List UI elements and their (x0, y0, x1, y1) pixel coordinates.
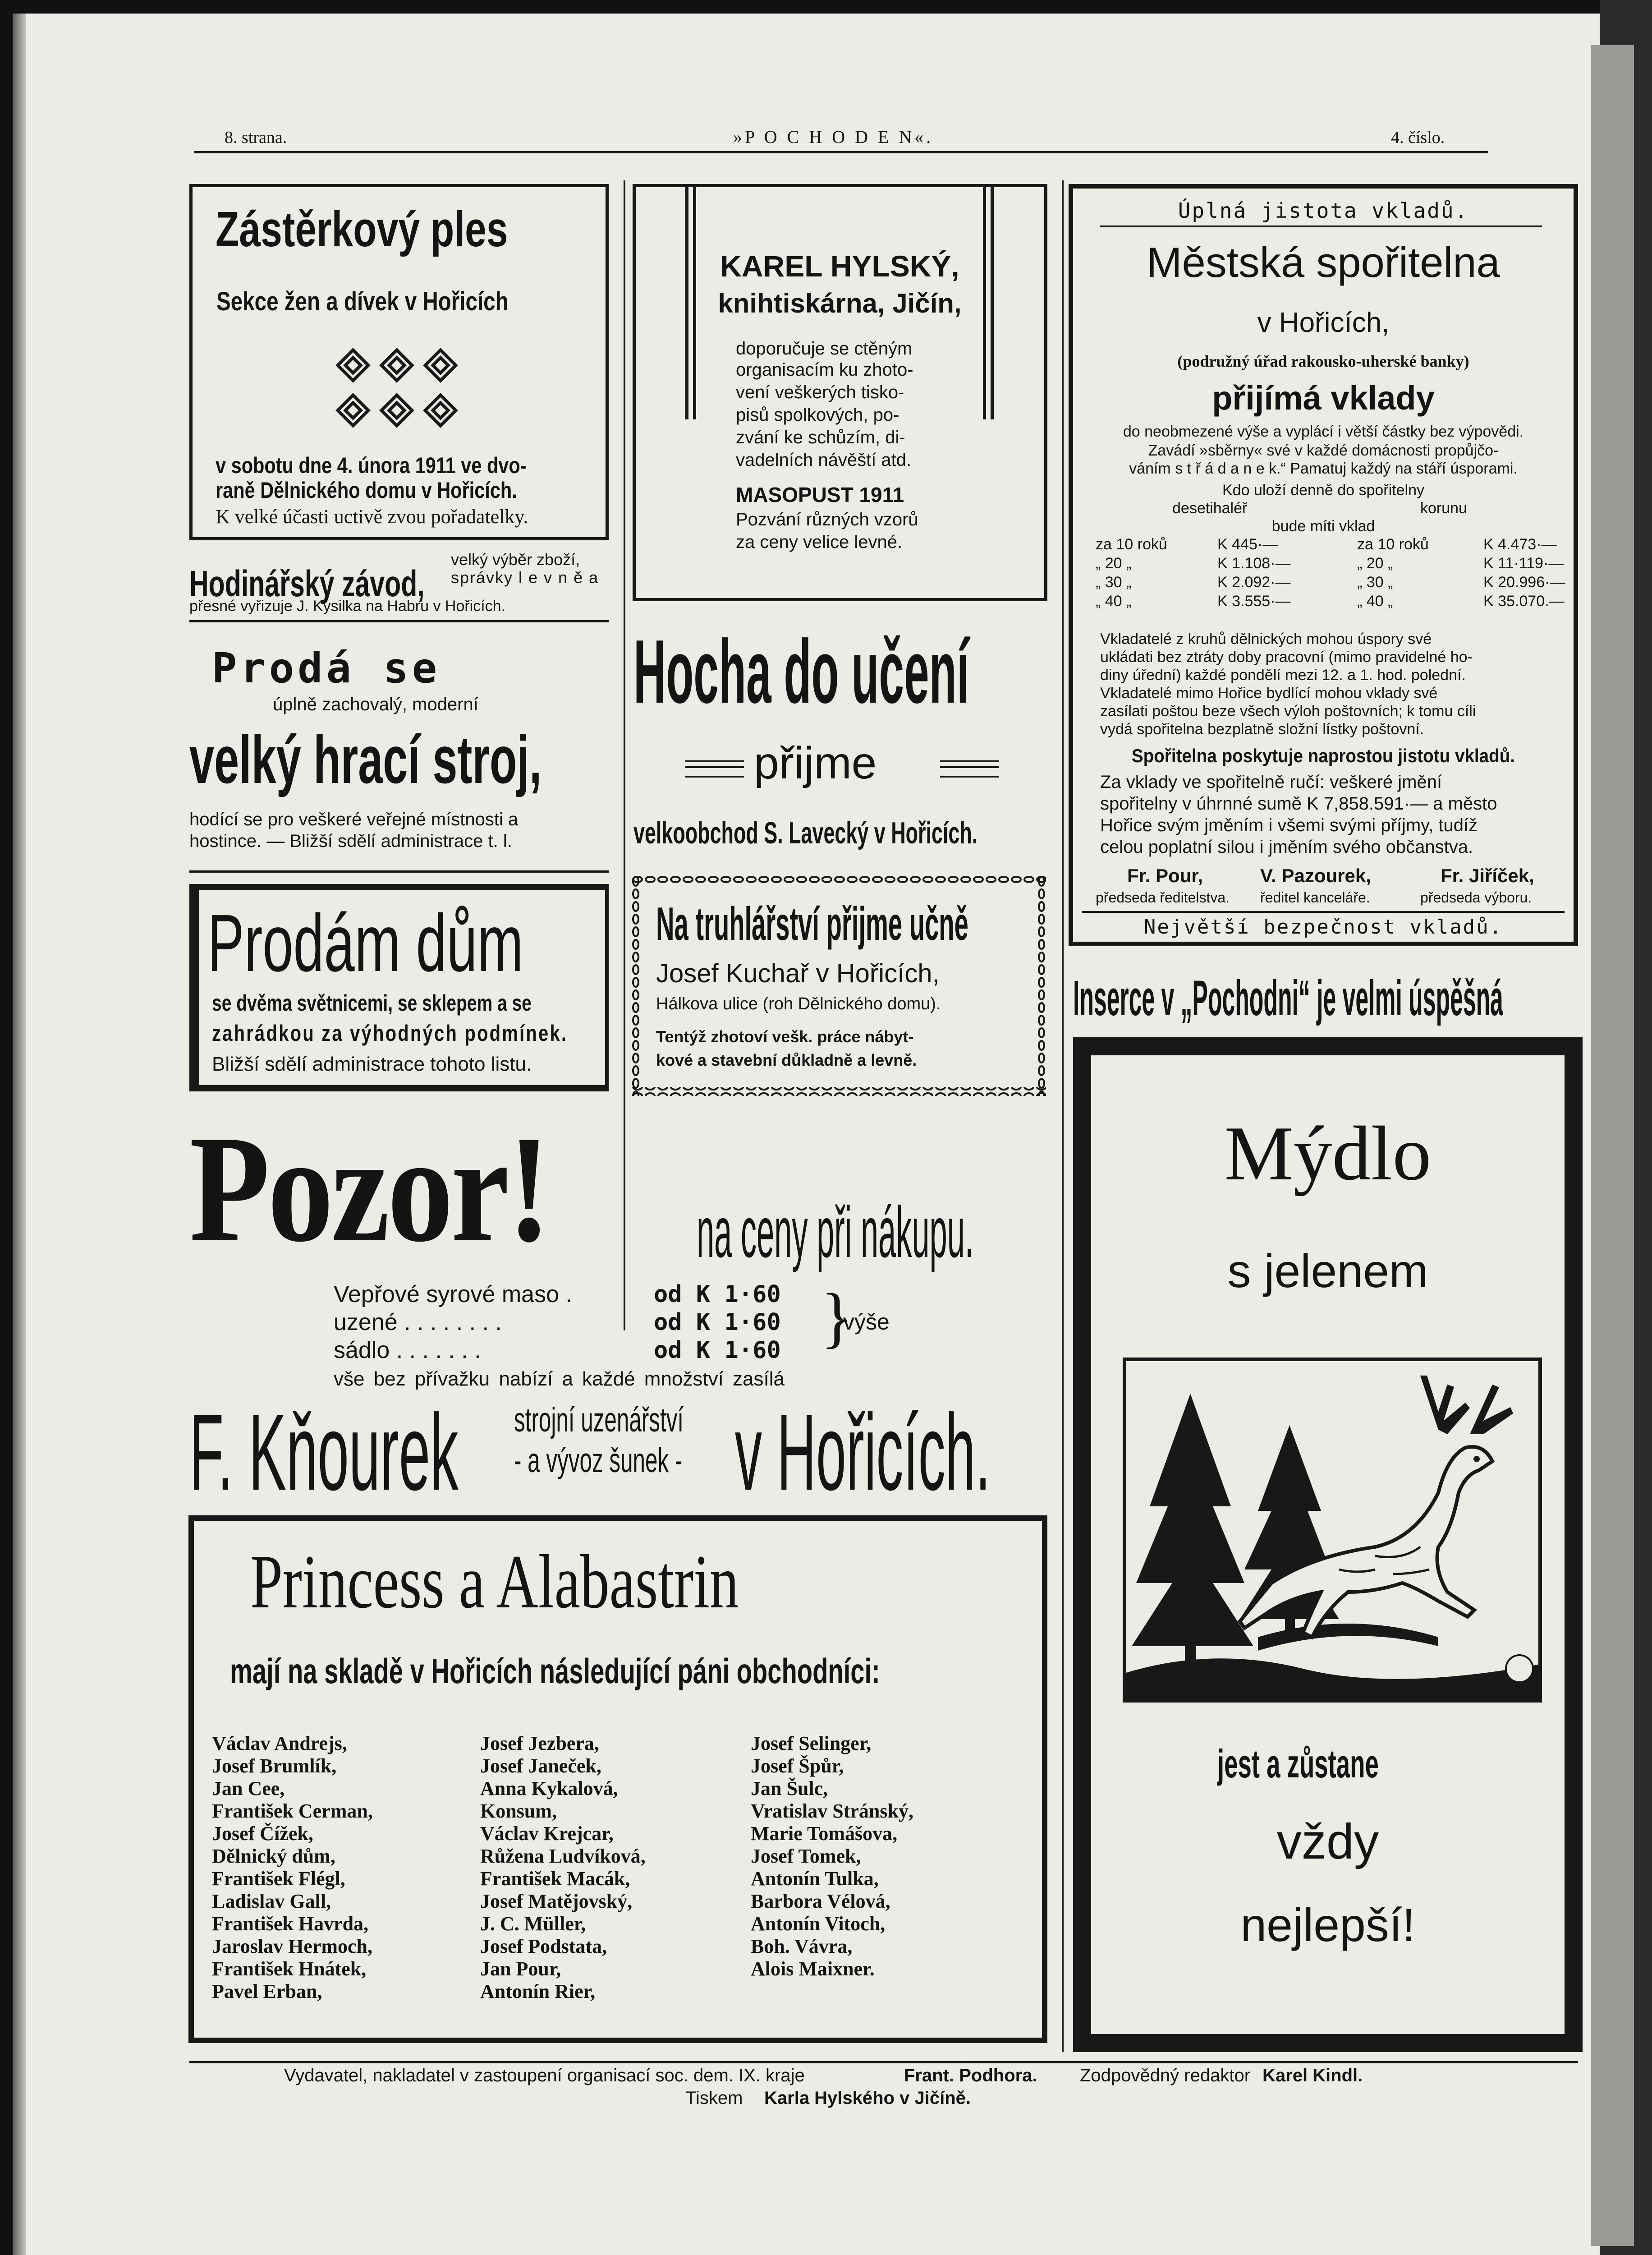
ad-hocha-sub: přijme (754, 738, 877, 788)
ad-hylsky-foot2: za ceny velice levné. (736, 532, 903, 552)
ad-hylsky-body-5: vadelních návěští atd. (736, 450, 912, 470)
ad-sporitelna-title: Městská spořitelna (1147, 239, 1500, 286)
ad-hylsky-body-1: organisacím ku zhoto- (736, 360, 913, 380)
savings-cell: za 10 roků (1096, 536, 1167, 553)
ad-hocha-headline: Hocha do učení (633, 621, 969, 722)
ad-rule (189, 620, 609, 622)
next-page-edge (1591, 45, 1634, 2246)
merchant-name: Josef Podstata, (480, 1935, 607, 1957)
merchant-name: Jan Šulc, (751, 1777, 828, 1799)
ad-sporitelna-c2: spořitelny v úhrnné sumě K 7,858.591·— a město (1100, 794, 1497, 814)
ad-ples-line2: raně Dělnického domu v Hořicích. (216, 478, 517, 503)
savings-cell: „ 20 „ (1357, 555, 1393, 572)
ad-sporitelna-bold: Spořitelna poskytuje naprostou jistotu vkladů. (1131, 745, 1515, 766)
ad-prodava-headline: velký hrací stroj, (189, 722, 542, 797)
merchant-name: Antonín Tulka, (751, 1868, 879, 1890)
ad-hodinar-side2: správky l e v n ě a (451, 568, 599, 587)
ad-pozor-item-0: Vepřové syrové maso . (334, 1281, 572, 1307)
deer-illustration (1123, 1358, 1542, 1703)
ad-sporitelna-b6: vydá spořitelna bezplatně složní lístky poštovní. (1100, 721, 1424, 738)
ad-sporitelna-b5: zasílati poštou beze všech výloh poštovních; k tomu cíli (1100, 703, 1476, 720)
ad-hodinar-title: Hodinářský závod, (189, 563, 425, 604)
ad-prodava-line1: úplně zachovalý, moderní (273, 695, 478, 714)
ad-hocha-foot: velkoobchod S. Lavecký v Hořicích. (633, 816, 978, 850)
ad-sporitelna-c1: Za vklady ve spořitelně ručí: veškeré jmění (1100, 772, 1442, 792)
ad-sporitelna-p2: Zavádí »sběrny« své v každé domácnosti propůjčo- (1148, 442, 1499, 459)
ad-sporitelna-sig-2-name: Fr. Jiříček, (1441, 865, 1534, 886)
ad-pozor-item-2: sádlo . . . . . . . (334, 1337, 481, 1363)
brace: } (821, 1280, 853, 1355)
ad-hylsky-body-4: zvání ke schůzím, di- (736, 428, 905, 447)
ad-pozor-note: vše bez přívažku nabízí a každé množství zasílá (334, 1368, 785, 1390)
ad-mydlo-title1: Mýdlo (1224, 1111, 1432, 1197)
ad-rule (189, 870, 609, 873)
ad-sporitelna-b4: Vkladatelé mimo Hořice bydlící mohou vklady své (1100, 685, 1438, 702)
savings-cell: K 11·119·— (1483, 555, 1564, 572)
merchant-name: František Hnátek, (212, 1958, 367, 1980)
merchant-name: Josef Selinger, (751, 1732, 872, 1754)
ad-hylsky-body-0: doporučuje se ctěným (736, 339, 913, 359)
merchant-name: Barbora Vélová, (751, 1890, 890, 1912)
ad-pozor-vyse: výše (843, 1309, 890, 1335)
ad-sporitelna-c3: Hořice svým jměním i všemi svými příjmy, tudíž (1100, 815, 1478, 835)
ad-sporitelna-prijima: přijímá vklady (1212, 379, 1435, 417)
ad-hocha-rule (940, 760, 999, 778)
column-divider (1062, 180, 1064, 2052)
ad-dum-title: Prodám dům (207, 898, 523, 989)
ad-hylsky-name: KAREL HYLSKÝ, (720, 249, 959, 283)
merchant-name: Václav Andrejs, (212, 1732, 347, 1754)
ad-sporitelna-th3: bude míti vklad (1271, 518, 1375, 535)
savings-cell: K 20.996·— (1483, 574, 1565, 591)
savings-cell: K 445·— (1217, 536, 1278, 553)
ad-pozor-firm-mid2: - a vývoz šunek - (514, 1441, 683, 1480)
footer-rule (189, 2061, 1578, 2063)
merchant-name: Josef Tomek, (751, 1845, 861, 1867)
merchant-name: František Cerman, (212, 1800, 373, 1822)
ad-hocha-rule (685, 760, 744, 778)
ad-kuchar-addr: Hálkova ulice (roh Dělnického domu). (656, 994, 941, 1013)
savings-cell: „ 40 „ (1357, 593, 1393, 610)
merchant-name: Václav Krejcar, (480, 1822, 614, 1845)
ad-sporitelna-c4: celou poplatní silou i jměním svého občanstva. (1100, 837, 1473, 857)
merchant-name: Konsum, (480, 1800, 557, 1822)
ad-ples-title: Zástěrkový ples (216, 202, 508, 257)
ad-hodinar-line: přesné vyřizuje J. Kysilka na Habru v Hořicích. (189, 598, 506, 615)
merchant-name: Vratislav Stránský, (751, 1800, 913, 1822)
masthead: »P O C H O D E N«. (733, 127, 934, 147)
ad-hylsky-title2: MASOPUST 1911 (736, 483, 904, 506)
merchant-name: Josef Špůr, (751, 1755, 844, 1777)
ad-sporitelna-city: v Hořicích, (1257, 307, 1390, 338)
ad-dum-line1: se dvěma světnicemi, se sklepem a se (212, 990, 532, 1016)
ad-prodava-line2: hodící se pro veškeré veřejné místnosti a (189, 810, 519, 829)
ad-sporitelna-b3: diny úřední) každé pondělí mezi 12. a 1. hod. polední. (1100, 667, 1466, 684)
footer-line2a: Tiskem (685, 2088, 743, 2108)
binding-shadow (13, 14, 26, 2255)
ad-sporitelna-sig-0-name: Fr. Pour, (1127, 865, 1203, 886)
merchant-name: Josef Čížek, (212, 1822, 313, 1845)
ad-pozor-item-1: uzené . . . . . . . . (334, 1309, 502, 1335)
footer-line1a: Vydavatel, nakladatel v zastoupení organisací soc. dem. IX. kraje (284, 2066, 805, 2085)
ad-hylsky-firm: knihtiskárna, Jičín, (718, 288, 962, 318)
ad-dum-line3: Bližší sdělí administrace tohoto listu. (212, 1053, 532, 1075)
ad-mydlo-foot1: jest a zůstane (1217, 1741, 1379, 1786)
ad-sporitelna-sig-0-role: předseda ředitelstva. (1096, 889, 1230, 906)
merchant-name: Josef Brumlík, (212, 1755, 337, 1777)
ad-pozor-firm-city: v Hořicích. (735, 1392, 991, 1513)
merchant-name: J. C. Müller, (480, 1913, 586, 1935)
savings-cell: „ 40 „ (1096, 593, 1132, 610)
merchant-name: Marie Tomášova, (751, 1822, 898, 1845)
ad-sporitelna-sig-1-name: V. Pazourek, (1260, 865, 1371, 886)
ad-sporitelna-b1: Vkladatelé z kruhů dělnických mohou úspory své (1100, 630, 1432, 648)
column-divider (624, 180, 625, 1330)
merchant-name: Ladislav Gall, (212, 1890, 331, 1912)
merchant-name: František Flégl, (212, 1868, 345, 1890)
ad-pozor-side: na ceny při nákupu. (697, 1192, 974, 1272)
ad-pozor-price-1: od K 1·60 (654, 1309, 781, 1336)
ad-dum-line2: zahrádkou za výhodných podmínek. (212, 1021, 568, 1046)
savings-cell: K 3.555·— (1217, 593, 1291, 610)
merchant-name: Jan Pour, (480, 1958, 561, 1980)
ad-mydlo-title2: s jelenem (1227, 1245, 1428, 1298)
merchant-name: Jan Cee, (212, 1777, 285, 1799)
ad-princess-title: Princess a Alabastrin (250, 1539, 739, 1624)
ad-sporitelna-bottom: Největší bezpečnost vkladů. (1143, 916, 1503, 939)
page-number: 8. strana. (225, 128, 287, 147)
merchant-name: František Macák, (480, 1868, 630, 1890)
savings-cell: „ 30 „ (1096, 574, 1132, 591)
savings-cell: K 1.108·— (1217, 555, 1291, 572)
ad-sporitelna-sig-1-role: ředitel kanceláře. (1260, 889, 1370, 906)
ad-kuchar-title: Na truhlářství přijme učně (656, 898, 968, 950)
ad-prodava-line3: hostince. — Bližší sdělí administrace t. l. (189, 831, 512, 851)
ad-kuchar-foot1: Tentýž zhotoví vešk. práce nábyt- (656, 1027, 914, 1046)
merchant-name: Josef Jezbera, (480, 1732, 599, 1754)
ad-rule (1100, 226, 1542, 227)
ad-mydlo-foot2: vždy (1276, 1814, 1379, 1869)
ad-sporitelna-sig-2-role: předseda výboru. (1420, 889, 1532, 906)
issue-number: 4. číslo. (1391, 128, 1445, 147)
ad-sporitelna-sub: (podružný úřad rakousko-uherské banky) (1177, 352, 1469, 370)
ad-rule (1082, 911, 1565, 913)
ad-ples-subtitle: Sekce žen a dívek v Hořicích (216, 287, 509, 316)
merchant-name: Dělnický dům, (212, 1845, 335, 1867)
ad-ples-line3: K velké účasti uctivě zvou pořadatelky. (216, 506, 528, 528)
merchant-name: Boh. Vávra, (751, 1935, 853, 1957)
ad-pozor-price-2: od K 1·60 (654, 1337, 781, 1364)
ad-inserce-text: Inserce v „Pochodni“ je velmi úspěšná (1073, 971, 1503, 1026)
ad-mydlo-foot3: nejlepší! (1240, 1899, 1415, 1951)
ad-pozor-price-0: od K 1·60 (654, 1281, 781, 1308)
merchant-name: František Havrda, (212, 1913, 369, 1935)
savings-cell: za 10 roků (1357, 536, 1429, 553)
ad-kuchar-name: Josef Kuchař v Hořicích, (656, 959, 940, 988)
ad-pozor-big: Pozor! (189, 1104, 549, 1274)
savings-cell: „ 30 „ (1357, 574, 1393, 591)
merchant-name: Pavel Erban, (212, 1980, 322, 2002)
merchant-name: Antonín Rier, (480, 1980, 596, 2002)
savings-cell: „ 20 „ (1096, 555, 1132, 572)
ad-hodinar-side1: velký výběr zboží, (451, 550, 580, 569)
ad-sporitelna-p3: váním s t ř á d a n e k.“ Pamatuj každý na stáří úsporami. (1129, 460, 1518, 477)
savings-cell: K 2.092·— (1217, 574, 1291, 591)
footer-editor: Karel Kindl. (1262, 2066, 1363, 2085)
savings-cell: K 4.473·— (1483, 536, 1557, 553)
ad-princess-subtitle: mají na skladě v Hořicích následující páni obchodníci: (230, 1651, 880, 1691)
ad-sporitelna-top: Úplná jistota vkladů. (1178, 198, 1469, 223)
ad-hylsky-foot1: Pozvání různých vzorů (736, 510, 918, 529)
footer-printer: Karla Hylského v Jičíně. (764, 2088, 971, 2108)
ad-ples-line1: v sobotu dne 4. února 1911 ve dvo- (216, 453, 527, 478)
ad-hylsky-body-3: pisů spolkových, po- (736, 405, 899, 425)
merchant-name: Anna Kykalová, (480, 1777, 618, 1799)
footer-publisher: Frant. Podhora. (904, 2066, 1037, 2085)
ad-sporitelna-th2: korunu (1420, 500, 1467, 517)
merchant-name: Josef Matějovský, (480, 1890, 633, 1912)
ad-sporitelna-p1: do neobmezené výše a vyplácí i větší částky bez výpovědi. (1123, 423, 1524, 440)
ad-prodava-title: Prodá se (212, 644, 441, 692)
merchant-name: Jaroslav Hermoch, (212, 1935, 373, 1957)
ad-sporitelna-p4: Kdo uloží denně do spořitelny (1222, 482, 1424, 499)
ornament-icon (331, 344, 462, 432)
merchant-name: Josef Janeček, (480, 1755, 601, 1777)
merchant-name: Růžena Ludvíková, (480, 1845, 646, 1867)
merchant-name: Alois Maixner. (751, 1958, 875, 1980)
ad-pozor-firm-mid1: strojní uzenářství (514, 1401, 684, 1439)
footer-line1c: Zodpovědný redaktor (1080, 2066, 1251, 2085)
ad-pozor-firm: F. Kňourek (189, 1392, 459, 1513)
ad-kuchar-foot2: kové a stavební důkladně a levně. (656, 1051, 917, 1069)
ad-hylsky-body-2: vení veškerých tisko- (736, 382, 904, 402)
savings-cell: K 35.070.— (1483, 593, 1565, 610)
ad-sporitelna-b2: ukládati bez ztráty doby pracovní (mimo pravidelné ho- (1100, 649, 1473, 666)
ad-sporitelna-th1: desetihaléř (1172, 500, 1248, 517)
merchant-name: Antonín Vitoch, (751, 1913, 886, 1935)
header-rule (194, 151, 1488, 153)
